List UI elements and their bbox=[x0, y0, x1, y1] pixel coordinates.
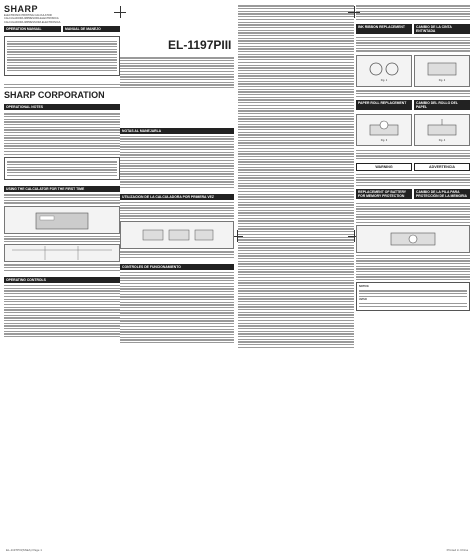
cinta-entintada-header: CAMBIO DE LA CINTA ENTINTADA bbox=[414, 24, 470, 34]
corporation-name: SHARP CORPORATION bbox=[4, 89, 105, 100]
column-2 bbox=[120, 4, 234, 345]
fig2-label: Fig. 2 bbox=[438, 79, 446, 83]
notice-box-2 bbox=[356, 282, 470, 311]
rollo-papel-header: CAMBIO DEL ROLLO DEL PAPEL bbox=[414, 100, 470, 110]
paper-roll-header: PAPER ROLL REPLACEMENT bbox=[356, 100, 412, 110]
footer-right: Printed in China bbox=[446, 548, 468, 552]
brand-logo: SHARP bbox=[4, 4, 39, 14]
ink-ribbon-figure-1 bbox=[356, 55, 412, 87]
fig3-label: Fig. 3 bbox=[380, 138, 388, 142]
controles-header: CONTROLES DE FUNCIONAMIENTO bbox=[120, 264, 234, 270]
warning-label: WARNING bbox=[356, 163, 412, 171]
fig4-label: Fig. 4 bbox=[438, 138, 446, 142]
aviso-title: AVISO bbox=[359, 298, 367, 302]
adjustment-table bbox=[4, 244, 120, 262]
advertencia-label: ADVERTENCIA bbox=[414, 163, 470, 171]
subtitle-en: ELECTRONIC PRINTING CALCULATOR bbox=[4, 14, 52, 17]
notice-box bbox=[4, 157, 120, 181]
subtitle-pt: CALCULADORA IMPRESSORA ELECTRONICA bbox=[4, 20, 61, 24]
calculator-figure bbox=[4, 206, 120, 234]
model-number: EL-1197PIII bbox=[168, 38, 232, 52]
ink-ribbon-figure-2 bbox=[414, 55, 470, 87]
using-first-time-header: USING THE CALCULATOR FOR THE FIRST TIME bbox=[4, 186, 120, 192]
cambio-pila-header: CAMBIO DE LA PILA PARA PROTECCIÓN DE LA MEMORIA bbox=[414, 189, 470, 199]
manual-manejo-title: MANUAL DE MANEJO bbox=[63, 26, 120, 32]
adjustment-figure bbox=[120, 221, 234, 249]
battery-memory-header: REPLACEMENT OF BATTERY FOR MEMORY PROTECTION bbox=[356, 189, 412, 199]
utilizacion-primera-header: UTILIZACION DE LA CALCULADORA POR PRIMERA VEZ bbox=[120, 194, 234, 200]
fig1-label: Fig. 1 bbox=[380, 79, 388, 83]
operational-notes-header: OPERATIONAL NOTES bbox=[4, 104, 120, 110]
footer-left: EL-1197PIII(SSEA) Page 1 bbox=[6, 548, 42, 552]
notice-title: NOTICE bbox=[359, 285, 369, 289]
column-4 bbox=[356, 4, 470, 313]
column-1 bbox=[4, 4, 120, 339]
battery-figure bbox=[356, 225, 470, 253]
operating-controls-header: OPERATING CONTROLS bbox=[4, 277, 120, 283]
paper-roll-figure-3 bbox=[356, 114, 412, 146]
column-3 bbox=[238, 4, 354, 349]
subtitle-es: CALCULADORA IMPRESORA ELECTRONICA bbox=[4, 17, 59, 21]
notas-manejo-header: NOTAS AL MANEJARLA bbox=[120, 128, 234, 134]
paper-roll-figure-4 bbox=[414, 114, 470, 146]
operation-manual-title: OPERATION MANUAL bbox=[4, 26, 61, 32]
intro-box bbox=[4, 36, 120, 76]
ink-ribbon-header: INK RIBBON REPLACEMENT bbox=[356, 24, 412, 34]
manual-title-bar bbox=[4, 24, 120, 34]
